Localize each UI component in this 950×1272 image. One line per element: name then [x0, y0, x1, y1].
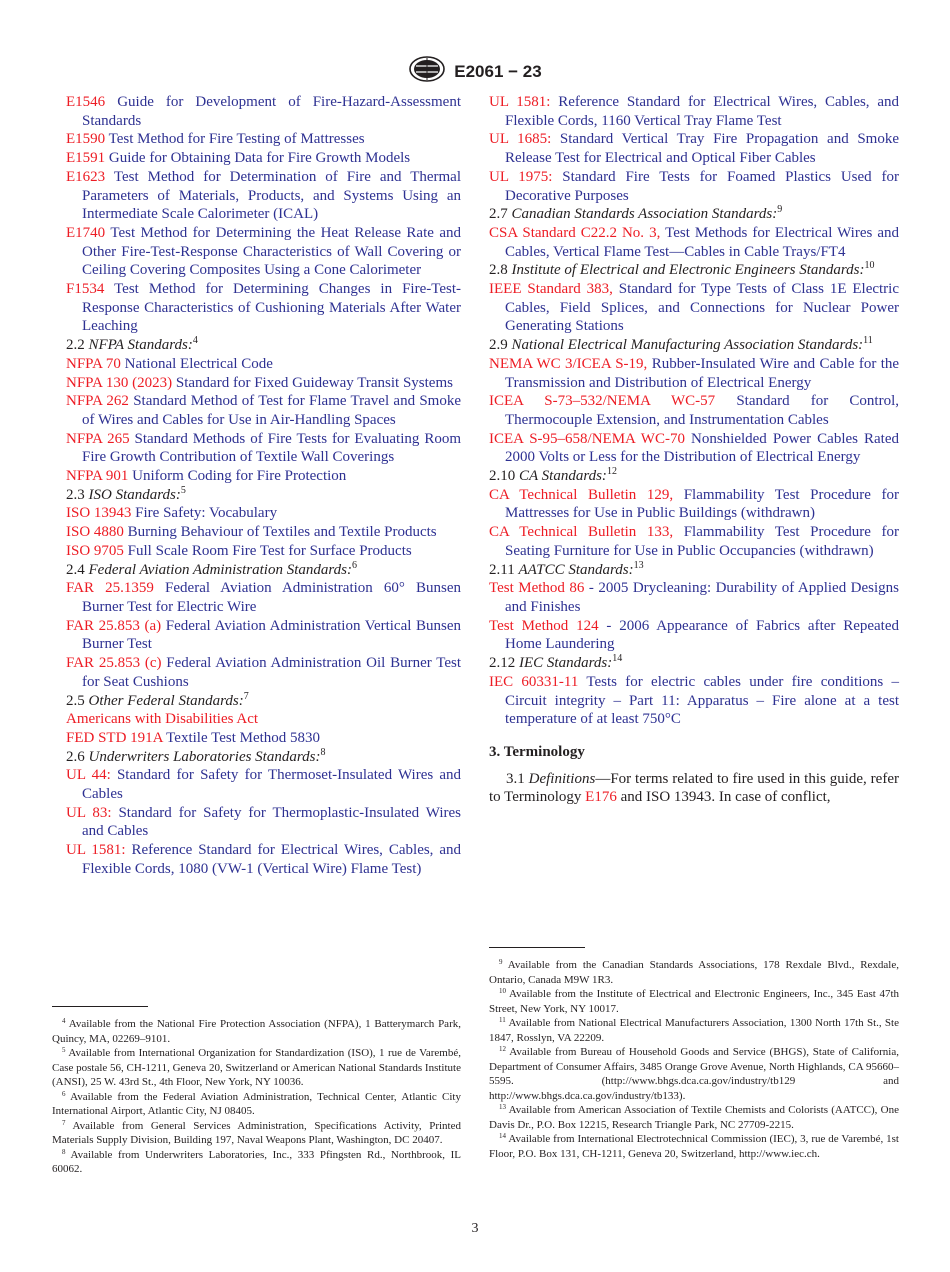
reference-code-link[interactable]: IEEE Standard 383, — [489, 281, 613, 298]
section-heading — [489, 561, 899, 580]
terminology-paragraph — [489, 770, 899, 807]
footnote — [52, 1046, 461, 1090]
reference-entry — [66, 617, 461, 654]
reference-title-link[interactable]: Standard Methods of Fire Tests for Evaluating Room Fire Growth Contribution of Textile Wall Coverings — [82, 430, 461, 466]
reference-title-link[interactable]: Federal Aviation Administration Vertical Bunsen Burner Test — [82, 617, 462, 653]
section-label: NFPA Standards: — [88, 337, 193, 354]
footnote-text: Available from the Institute of Electrical and Electronic Engineers, Inc., 345 East 47th Street, New York, NY 10017. — [489, 988, 899, 1015]
reference-title-link[interactable]: Test Method for Determining the Heat Release Rate and Other Fire-Test-Response Characteristics of Wall Covering or Ceiling Covering Composites Using a Cone Calorimeter — [82, 224, 462, 279]
section-heading — [66, 692, 461, 711]
section-heading — [489, 336, 899, 355]
footnote — [489, 1016, 899, 1045]
section-number: 2.5 — [66, 692, 85, 709]
reference-code-link[interactable]: UL 1685: — [489, 131, 552, 148]
reference-code-link[interactable]: NFPA 901 — [66, 468, 129, 485]
footnote-ref[interactable]: 4 — [192, 335, 198, 347]
footnote — [52, 1017, 461, 1046]
footnote-text: Available from the Federal Aviation Administration, Technical Center, Atlantic City International Airport, Atlantic City, NJ 08405. — [52, 1090, 461, 1117]
reference-title-link[interactable]: Standard for Type Tests of Class 1E Electric Cables, Field Splices, and Connections for Nuclear Power Generating Stations — [505, 281, 900, 335]
reference-entry — [489, 617, 899, 654]
footnote-number: 7 — [62, 1118, 66, 1127]
reference-code-link[interactable]: Americans with Disabilities Act — [66, 711, 259, 728]
reference-entry — [489, 486, 899, 523]
reference-code-link[interactable]: UL 1581: — [66, 842, 126, 859]
terminology-heading: 3. Terminology — [489, 743, 585, 760]
reference-code-link[interactable]: CSA Standard C22.2 No. 3, — [489, 224, 661, 241]
reference-title-link[interactable]: Full Scale Room Fire Test for Surface Products — [127, 542, 412, 559]
section-heading — [489, 654, 899, 673]
footnote-text: Available from General Services Administration, Specifications Activity, Printed Materials Supply Division, Building 197, Naval Weapons Plant, Washington, DC 20407. — [52, 1119, 461, 1146]
reference-entry — [489, 280, 899, 336]
reference-title-link[interactable]: Flammability Test Procedure for Mattresses for Use in Public Buildings (withdrawn) — [505, 486, 900, 522]
reference-entry — [66, 280, 461, 336]
reference-entry — [489, 168, 899, 205]
reference-code-link[interactable]: UL 1581: — [489, 94, 551, 110]
footnote-ref[interactable]: 11 — [863, 335, 873, 347]
footnotes-right — [489, 958, 899, 1161]
reference-title-link[interactable]: Standard Fire Tests for Foamed Plastics Used for Decorative Purposes — [505, 168, 899, 204]
reference-entry — [66, 430, 461, 467]
footnote-number: 10 — [499, 987, 506, 995]
reference-title-link[interactable]: Standard Vertical Tray Fire Propagation and Smoke Release Test for Electrical and Optical Fiber Cables — [505, 131, 900, 167]
reference-entry — [489, 224, 899, 261]
section-heading — [489, 205, 899, 224]
reference-code-link[interactable]: CA Technical Bulletin 133, — [489, 524, 674, 541]
reference-code-link[interactable]: NFPA 262 — [66, 393, 129, 410]
reference-entry — [66, 579, 461, 616]
reference-title-link[interactable]: Rubber-Insulated Wire and Cable for the Transmission and Distribution of Electrical Energy — [505, 355, 900, 391]
reference-title-link[interactable]: Flammability Test Procedure for Seating Furniture for Use in Public Occupancies (withdrawn) — [505, 524, 900, 559]
footnote-ref[interactable]: 6 — [351, 559, 357, 571]
footnote-number: 9 — [499, 958, 503, 966]
section-label: IEC Standards: — [519, 655, 613, 672]
reference-entry — [66, 504, 461, 523]
reference-entry — [66, 130, 461, 149]
section-label: ISO Standards: — [88, 486, 181, 503]
document-designation: E2061 − 23 — [454, 61, 542, 81]
reference-code-link[interactable]: FAR 25.853 (a) — [66, 617, 162, 634]
footnote — [52, 1090, 461, 1119]
reference-code-link[interactable]: NFPA 70 — [66, 355, 121, 372]
reference-entry — [66, 654, 461, 691]
reference-code-link[interactable]: NFPA 265 — [66, 430, 130, 447]
reference-code-link[interactable]: F1534 — [66, 281, 105, 298]
reference-code-link[interactable]: ICEA S-73–532/NEMA WC-57 — [489, 393, 716, 410]
reference-title-link[interactable]: Test Method for Fire Testing of Mattresses — [108, 131, 365, 148]
section-label: AATCC Standards: — [518, 561, 634, 578]
section-number: 2.6 — [66, 748, 85, 765]
section-number: 2.12 — [489, 655, 516, 672]
reference-title-link[interactable]: Tests for electric cables under fire conditions – Circuit integrity – Part 11: Apparatus – Fire alone at a test temperature of at least 750°C — [505, 673, 900, 728]
reference-title-link[interactable]: Federal Aviation Administration Oil Burner Test for Seat Cushions — [82, 655, 462, 690]
footnote-text: Available from Underwriters Laboratories, Inc., 333 Pfingsten Rd., Northbrook, IL 60062. — [52, 1148, 461, 1175]
reference-entry — [66, 710, 461, 729]
reference-entry — [66, 766, 461, 803]
footnote-number: 11 — [499, 1016, 506, 1024]
reference-entry — [66, 355, 461, 374]
reference-title-link[interactable]: Standard for Control, Thermocouple Extension, and Instrumentation Cables — [505, 393, 899, 428]
reference-entry — [489, 673, 899, 729]
reference-title-link[interactable]: Burning Behaviour of Textiles and Textile Products — [127, 524, 437, 541]
reference-title-link[interactable]: Test Method for Determining Changes in Fire-Test-Response Characteristics of Cushioning Materials After Water Leaching — [82, 281, 461, 335]
section-number: 2.9 — [489, 337, 508, 354]
footnote — [489, 1103, 899, 1132]
footnote-number: 13 — [499, 1103, 506, 1111]
section-number: 2.4 — [66, 561, 85, 578]
section-number: 2.2 — [66, 337, 85, 354]
reference-entry — [489, 130, 899, 167]
section-number: 2.10 — [489, 468, 516, 485]
footnote-number: 14 — [499, 1132, 506, 1140]
footnote-rule — [489, 947, 585, 948]
footnote-text: Available from the National Fire Protection Association (NFPA), 1 Batterymarch Park, Quincy, MA, 02269–9101. — [52, 1018, 461, 1045]
footnote-text: Available from American Association of Textile Chemists and Colorists (AATCC), One Davis Dr., P.O. Box 12215, Research Triangle Park, NC 27709-2215. — [489, 1104, 899, 1131]
paragraph-number: 3.1 — [506, 770, 525, 787]
section-heading — [489, 261, 899, 280]
reference-code-link[interactable]: ICEA S-95–658/NEMA WC-70 — [489, 430, 685, 447]
e176-link[interactable]: E176 — [585, 789, 617, 806]
footnote — [489, 1045, 899, 1103]
reference-code-link[interactable]: FED STD 191A — [66, 729, 163, 746]
paragraph-text: —For terms related to fire used in this guide, refer to Terminology — [489, 770, 899, 806]
footnote — [52, 1148, 461, 1177]
footnotes-left — [52, 1017, 461, 1177]
reference-entry — [66, 542, 461, 561]
reference-code-link[interactable]: E1591 — [66, 150, 106, 167]
reference-title-link[interactable]: - 2006 Appearance of Fabrics after Repeated Home Laundering — [505, 617, 900, 653]
right-column — [489, 93, 899, 807]
footnote-text: Available from International Electrotechnical Commission (IEC), 3, rue de Varembé, 1st Floor, P.O. Box 131, CH-1211, Geneva 20, Switzerland, http://www.iec.ch. — [489, 1133, 899, 1160]
reference-title-link[interactable]: Test Methods for Electrical Wires and Cables, Vertical Flame Test—Cables in Cable Trays/FT4 — [505, 224, 900, 260]
reference-code-link[interactable]: CA Technical Bulletin 129, — [489, 486, 674, 503]
reference-code-link[interactable]: IEC 60331-11 — [489, 673, 579, 690]
reference-title-link[interactable]: Test Method for Determination of Fire and Thermal Parameters of Materials, Products, and Systems Using an Intermediate Scale Calorimeter (ICAL) — [82, 168, 462, 223]
reference-code-link[interactable]: FAR 25.1359 — [66, 580, 154, 597]
footnote-rule — [52, 1006, 148, 1007]
reference-title-link[interactable]: Fire Safety: Vocabulary — [135, 505, 278, 522]
left-column — [66, 93, 461, 879]
section-label: National Electrical Manufacturing Association Standards: — [511, 337, 864, 354]
reference-entry — [489, 579, 899, 616]
reference-entry — [489, 523, 899, 560]
reference-code-link[interactable]: UL 83: — [66, 804, 112, 821]
reference-title-link[interactable]: Guide for Development of Fire-Hazard-Assessment Standards — [82, 94, 461, 129]
footnote-number: 4 — [62, 1017, 66, 1025]
reference-title-link[interactable]: Reference Standard for Electrical Wires, Cables, and Flexible Cords, 1160 Vertical Tray Flame Test — [505, 94, 900, 129]
reference-title-link[interactable]: Uniform Coding for Fire Protection — [132, 468, 347, 485]
reference-title-link[interactable]: National Electrical Code — [124, 355, 273, 372]
reference-code-link[interactable]: E1546 — [66, 94, 106, 110]
reference-title-link[interactable]: Reference Standard for Electrical Wires, Cables, and Flexible Cords, 1080 (VW-1 (Vertical Wire) Flame Test) — [82, 842, 462, 877]
footnote-text: Available from Bureau of Household Goods and Service (BHGS), State of California, Department of Consumer Affairs, 3485 Orange Grove Avenue, North Highlands, CA 95660–5595. (http://www.bhgs.dca.ca.gov/industry/tb129 and http://www.bhgs.dca.ca.gov/industry/tb133). — [489, 1046, 899, 1102]
reference-entry — [66, 168, 461, 224]
reference-entry — [66, 93, 461, 130]
section-label: Other Federal Standards: — [88, 692, 244, 709]
reference-entry — [489, 93, 899, 130]
footnote-ref[interactable]: 5 — [180, 484, 186, 496]
reference-code-link[interactable]: FAR 25.853 (c) — [66, 655, 162, 672]
reference-title-link[interactable]: Standard for Safety for Thermoset-Insulated Wires and Cables — [82, 767, 462, 803]
reference-entry — [489, 392, 899, 429]
reference-title-link[interactable]: - 2005 Drycleaning: Durability of Applied Designs and Finishes — [505, 580, 899, 615]
footnote — [489, 987, 899, 1016]
reference-title-link[interactable]: Nonshielded Power Cables Rated 2000 Volts or Less for the Distribution of Electrical Energy — [505, 430, 900, 466]
reference-code-link[interactable]: ISO 13943 — [66, 505, 132, 522]
footnote-text: Available from the Canadian Standards Associations, 178 Rexdale Blvd., Rexdale, Ontario, Canada M9W 1R3. — [489, 959, 899, 986]
section-heading — [66, 486, 461, 505]
section-heading — [66, 748, 461, 767]
page-header — [0, 56, 950, 87]
section-number: 2.8 — [489, 262, 508, 279]
section-label: Federal Aviation Administration Standards: — [88, 561, 352, 578]
footnote-ref[interactable]: 14 — [612, 653, 623, 665]
reference-entry — [66, 224, 461, 280]
footnote — [489, 1132, 899, 1161]
footnote — [52, 1119, 461, 1148]
section-heading — [66, 561, 461, 580]
reference-code-link[interactable]: ISO 4880 — [66, 524, 124, 541]
reference-code-link[interactable]: E1623 — [66, 168, 106, 185]
footnote-number: 6 — [62, 1089, 66, 1098]
reference-title-link[interactable]: Standard Method of Test for Flame Travel and Smoke of Wires and Cables for Use in Air-Handling Spaces — [82, 393, 462, 428]
footnote-number: 5 — [62, 1046, 66, 1054]
reference-code-link[interactable]: UL 1975: — [489, 168, 553, 185]
page-number: 3 — [471, 1221, 479, 1236]
reference-code-link[interactable]: Test Method 86 — [489, 580, 585, 597]
reference-title-link[interactable]: Textile Test Method 5830 — [166, 729, 321, 746]
footnote-number: 12 — [499, 1045, 506, 1053]
paragraph-text: and ISO 13943. In case of conflict, — [616, 789, 831, 806]
section-number: 2.7 — [489, 206, 508, 223]
footnote-ref[interactable]: 12 — [606, 466, 617, 478]
reference-entry — [66, 523, 461, 542]
section-label: Underwriters Laboratories Standards: — [88, 748, 321, 765]
reference-code-link[interactable]: ISO 9705 — [66, 542, 124, 559]
reference-entry — [489, 355, 899, 392]
reference-entry — [489, 430, 899, 467]
section-label: CA Standards: — [519, 468, 607, 485]
reference-entry — [66, 841, 461, 878]
footnote — [489, 958, 899, 987]
reference-code-link[interactable]: NFPA 130 (2023) — [66, 374, 173, 391]
footnote-ref[interactable]: 10 — [864, 260, 875, 272]
reference-entry — [66, 804, 461, 841]
section-number: 2.11 — [489, 561, 515, 578]
reference-entry — [66, 149, 461, 168]
astm-logo-icon — [408, 56, 446, 87]
footnote-number: 8 — [62, 1147, 66, 1156]
reference-code-link[interactable]: Test Method 124 — [489, 617, 599, 634]
footnote-text: Available from National Electrical Manufacturers Association, 1300 North 17th St., Ste 1847, Rosslyn, VA 22209. — [489, 1017, 899, 1044]
reference-entry — [66, 392, 461, 429]
section-number: 2.3 — [66, 486, 85, 503]
footnote-ref[interactable]: 13 — [633, 559, 644, 571]
section-label: Canadian Standards Association Standards: — [511, 206, 778, 223]
reference-title-link[interactable]: Guide for Obtaining Data for Fire Growth Models — [108, 150, 411, 167]
footnote-ref[interactable]: 8 — [320, 746, 326, 758]
reference-title-link[interactable]: Standard for Safety for Thermoplastic-Insulated Wires and Cables — [82, 804, 461, 840]
reference-code-link[interactable]: E1590 — [66, 131, 106, 148]
reference-entry — [66, 467, 461, 486]
footnote-text: Available from International Organization for Standardization (ISO), 1 rue de Varembé, Case postale 56, CH-1211, Geneva 20, Switzerland or American National Standards Institute (ANSI), 25 W. 43rd St., 4th Floor, New York, NY 10036. — [52, 1047, 461, 1088]
footnote-ref[interactable]: 7 — [243, 690, 249, 702]
footnote-ref[interactable]: 9 — [777, 204, 783, 216]
reference-entry — [66, 729, 461, 748]
reference-title-link[interactable]: Federal Aviation Administration 60° Bunsen Burner Test for Electric Wire — [82, 580, 462, 615]
section-heading — [66, 336, 461, 355]
reference-entry — [66, 374, 461, 393]
reference-code-link[interactable]: UL 44: — [66, 767, 111, 784]
section-heading — [489, 467, 899, 486]
paragraph-label: Definitions — [528, 770, 596, 787]
section-label: Institute of Electrical and Electronic Engineers Standards: — [511, 262, 865, 279]
reference-code-link[interactable]: NEMA WC 3/ICEA S-19, — [489, 355, 648, 372]
reference-title-link[interactable]: Standard for Fixed Guideway Transit Systems — [175, 374, 453, 391]
reference-code-link[interactable]: E1740 — [66, 224, 106, 241]
